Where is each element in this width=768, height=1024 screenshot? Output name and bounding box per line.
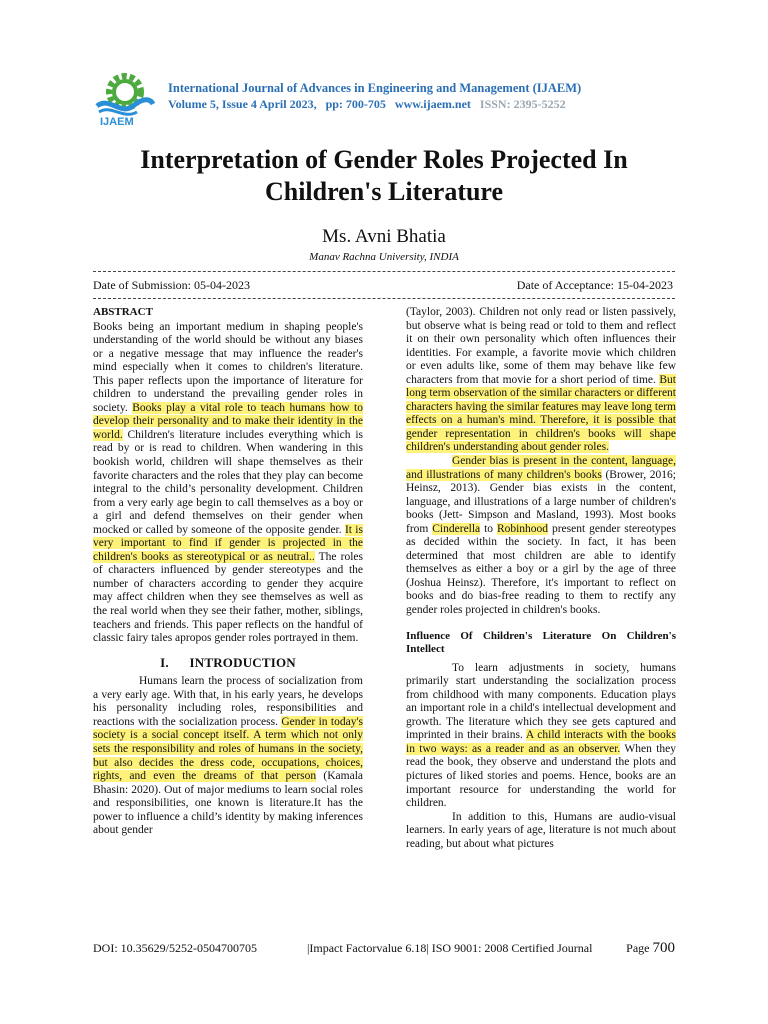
journal-title: International Journal of Advances in Engineering and Management (IJAEM) [168, 81, 582, 95]
affiliation: Manav Rachna University, INDIA [309, 251, 459, 263]
doi: DOI: 10.35629/5252-0504700705 [93, 941, 257, 955]
highlight: Gender in today's society is a social concept itself. A term which not only sets the responsibility and roles of humans in the society, but also decides the dress code, occupations, choices, rights, and even the dreams of that person [93, 715, 363, 783]
paragraph: Gender bias is present in the content, language, and illustrations of many children's books (Brower, 2016; Heinsz, 2013). Gender bias exists in the content, language, and illustrations of a large number of children's books (Jett- Simpson and Masland, 1993). Most books from Cinderella to Robinhood present gender stereotypes as decided within the society. In fact, it has been determined that most children are able to identify themselves as either a boy or a girl by the age of three (Joshua Heinsz). Therefore, it's important to reflect on books and do bias-free reading to them to rectify any gender roles projected in children's books. [406, 455, 677, 617]
right-column [406, 306, 676, 851]
paragraph: (Taylor, 2003). Children not only read or listen passively, but observe what is being read or told to them and reflect it on their own personality which often influences their identities. For example, a favorite movie which children or even adults like, some of them may behave like few characters from that movie for a short period of time. But long term observation of the similar characters or different characters having the similar features may leave long term effects on a human's mind. Therefore, it is possible that gender representation in children's books will shape children's understanding about gender roles. [406, 306, 676, 454]
footer [93, 940, 675, 957]
highlight: But long term observation of the similar characters or different characters having the similar features may leave long term effects on a human's mind. Therefore, it is possible that gender representation in children's books will shape children's understanding about gender roles. [406, 373, 676, 454]
highlight: Robinhood [496, 522, 549, 535]
divider [93, 271, 675, 272]
introduction-heading: I. INTRODUCTION [160, 654, 296, 670]
volume: Volume 5, Issue 4 April 2023, [168, 97, 317, 111]
logo-text: IJAEM [100, 116, 134, 128]
paragraph: In addition to this, Humans are audio-visual learners. In early years of age, literature is not much about reading, but about what pictures [406, 810, 676, 850]
author-name: Ms. Avni Bhatia [322, 226, 446, 247]
highlight: A child interacts with the books in two ways: as a reader and as an observer. [406, 729, 676, 755]
introduction-text: Humans learn the process of socialization from a very early age. With that, in his early years, he develops his personality including roles, responsibilities and reactions with the socialization process. Gender in today's society is a social concept itself. A term which not only sets the responsibility and roles of humans in the society, but also decides the dress code, occupations, choices, rights, and even the dreams of that person (Kamala Bhasin: 2020). Out of major mediums to learn social roles and responsibilities, one known is literature.It has the power to influence a child’s identity by making inferences about gender [93, 675, 363, 837]
highlight: Cinderella [432, 522, 481, 535]
abstract-text: Books being an important medium in shaping people's understanding of the world should be without any biases or a negative message that may influence the reader's mind especially when it comes to children's literature. This paper reflects upon the importance of literature for children to understand the prevailing gender roles in society. Books play a vital role to teach humans how to develop their personality and to make their identity in the world. Children's literature includes everything which is read by or is read to children. When wandering in this bookish world, children will shape themselves as their favorite characters and the roles that they play can become integral to the child’s personality development. Children from a very early age begin to call themselves as a boy or a girl and defend themselves on their gender when mocked or called by someone of the opposite gender. It is very important to find if gender is projected in the children's books as stereotypical or as neutral.. The roles of characters influenced by gender stereotypes and the number of characters according to gender they acquire may affect children when they see themselves as well as the real world when they see their father, mother, siblings, teachers and friends. This paper reflects on the handful of classic fairy tales apropos gender roles portrayed in them. [93, 320, 364, 645]
highlight: It is very important to find if gender is projected in the children's books as stereotypical or as neutral.. [93, 523, 363, 563]
issn: ISSN: 2395-5252 [479, 97, 566, 111]
website-link[interactable]: www.ijaem.net [394, 97, 471, 111]
page-number: Page 700 [626, 940, 675, 956]
submission-date: Date of Submission: 05-04-2023 [93, 278, 250, 292]
title-line-2: Children's Literature [264, 177, 504, 206]
abstract-heading: ABSTRACT [93, 306, 153, 318]
title-line-1: Interpretation of Gender Roles Projected In [140, 145, 628, 174]
paragraph: To learn adjustments in society, humans primarily start understanding the socialization process from childhood with many components. Education plays an important role in a child's intellectual development and growth. The literature which they see gets captured and imprinted in their brains. A child interacts with the books in two ways: as a reader and as an observer. When they read the book, they observe and understand the plots and pictures of liked stories and poems. Hence, books are an important resource for understanding the world for children. [406, 661, 676, 810]
left-column [93, 306, 363, 838]
dates-row [93, 278, 673, 293]
impact-factor: |Impact Factorvalue 6.18| ISO 9001: 2008 Certified Journal [307, 941, 593, 955]
divider [93, 298, 675, 299]
highlight: Gender bias is present in the content, language, and illustrations of many children's books [406, 455, 676, 481]
acceptance-date: Date of Acceptance: 15-04-2023 [516, 278, 673, 292]
paper-title [60, 144, 708, 208]
pages: pp: 700-705 [325, 97, 386, 111]
journal-meta [168, 97, 566, 112]
subsection-heading: Influence Of Children's Literature On Children's Intellect [406, 629, 676, 655]
highlight: Books play a vital role to teach humans how to develop their personality and to make their identity in the world. [93, 401, 363, 441]
